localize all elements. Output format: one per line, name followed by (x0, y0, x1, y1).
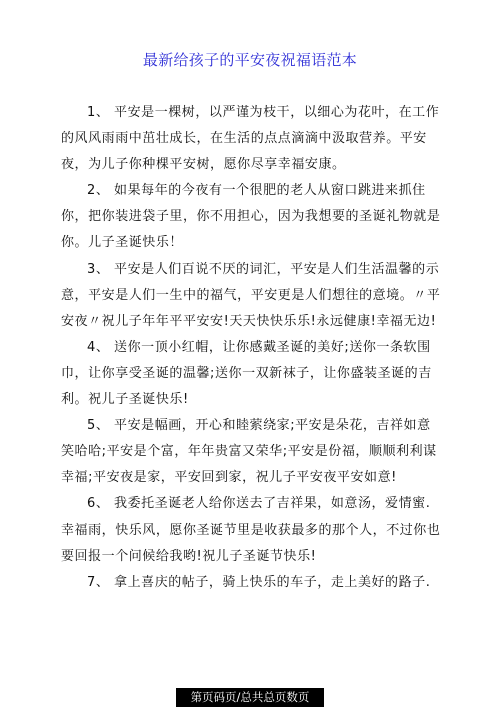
document-body (61, 100, 441, 596)
document-title: 最新给孩子的平安夜祝福语范本 (142, 51, 358, 69)
paragraph-1: 1、 平安是一棵树，以严谨为枝干，以细心为花叶，在工作的风风雨雨中茁壮成长，在生活的点点滴滴中汲取营养。平安夜，为儿子你种棵平安树，愿你尽享幸福安康。 (61, 105, 440, 173)
paragraph-4: 4、 送你一顶小红帽，让你感戴圣诞的美好;送你一条软围巾，让你享受圣诞的温馨;送你一双新袜子，让你盛装圣诞的吉利。祝儿子圣诞快乐! (61, 339, 432, 408)
paragraph-3: 3、 平安是人们百说不厌的词汇，平安是人们生活温馨的示意，平安是人们一生中的福气，平安更是人们想往的意境。〃平安夜〃祝儿子年年平平安安!天天快快乐乐!永远健康!幸福无边! (61, 261, 441, 329)
paragraph-5: 5、 平安是幅画，开心和睦萦绕家;平安是朵花，吉祥如意笑哈哈;平安是个富，年年贵富又荣华;平安是份福，顺顺利利谋幸福;平安夜是家，平安回到家，祝儿子平安夜平安如意! (61, 418, 437, 486)
page-number-footer: 第页码页/总共总页数页 (176, 688, 324, 707)
paragraph-2: 2、 如果每年的今夜有一个很肥的老人从窗口跳进来抓住你，把你装进袋子里，你不用担心，因为我想要的圣诞礼物就是你。儿子圣诞快乐！ (61, 183, 441, 251)
paragraph-7: 7、 拿上喜庆的帖子，骑上快乐的车子，走上美好的路子. (87, 574, 431, 590)
paragraph-6: 6、 我委托圣诞老人给你送去了吉祥果，如意汤，爱情蜜.幸福雨，快乐风，愿你圣诞节里是收获最多的那个人，不过你也要回报一个问候给我哟!祝儿子圣诞节快乐! (61, 496, 441, 564)
